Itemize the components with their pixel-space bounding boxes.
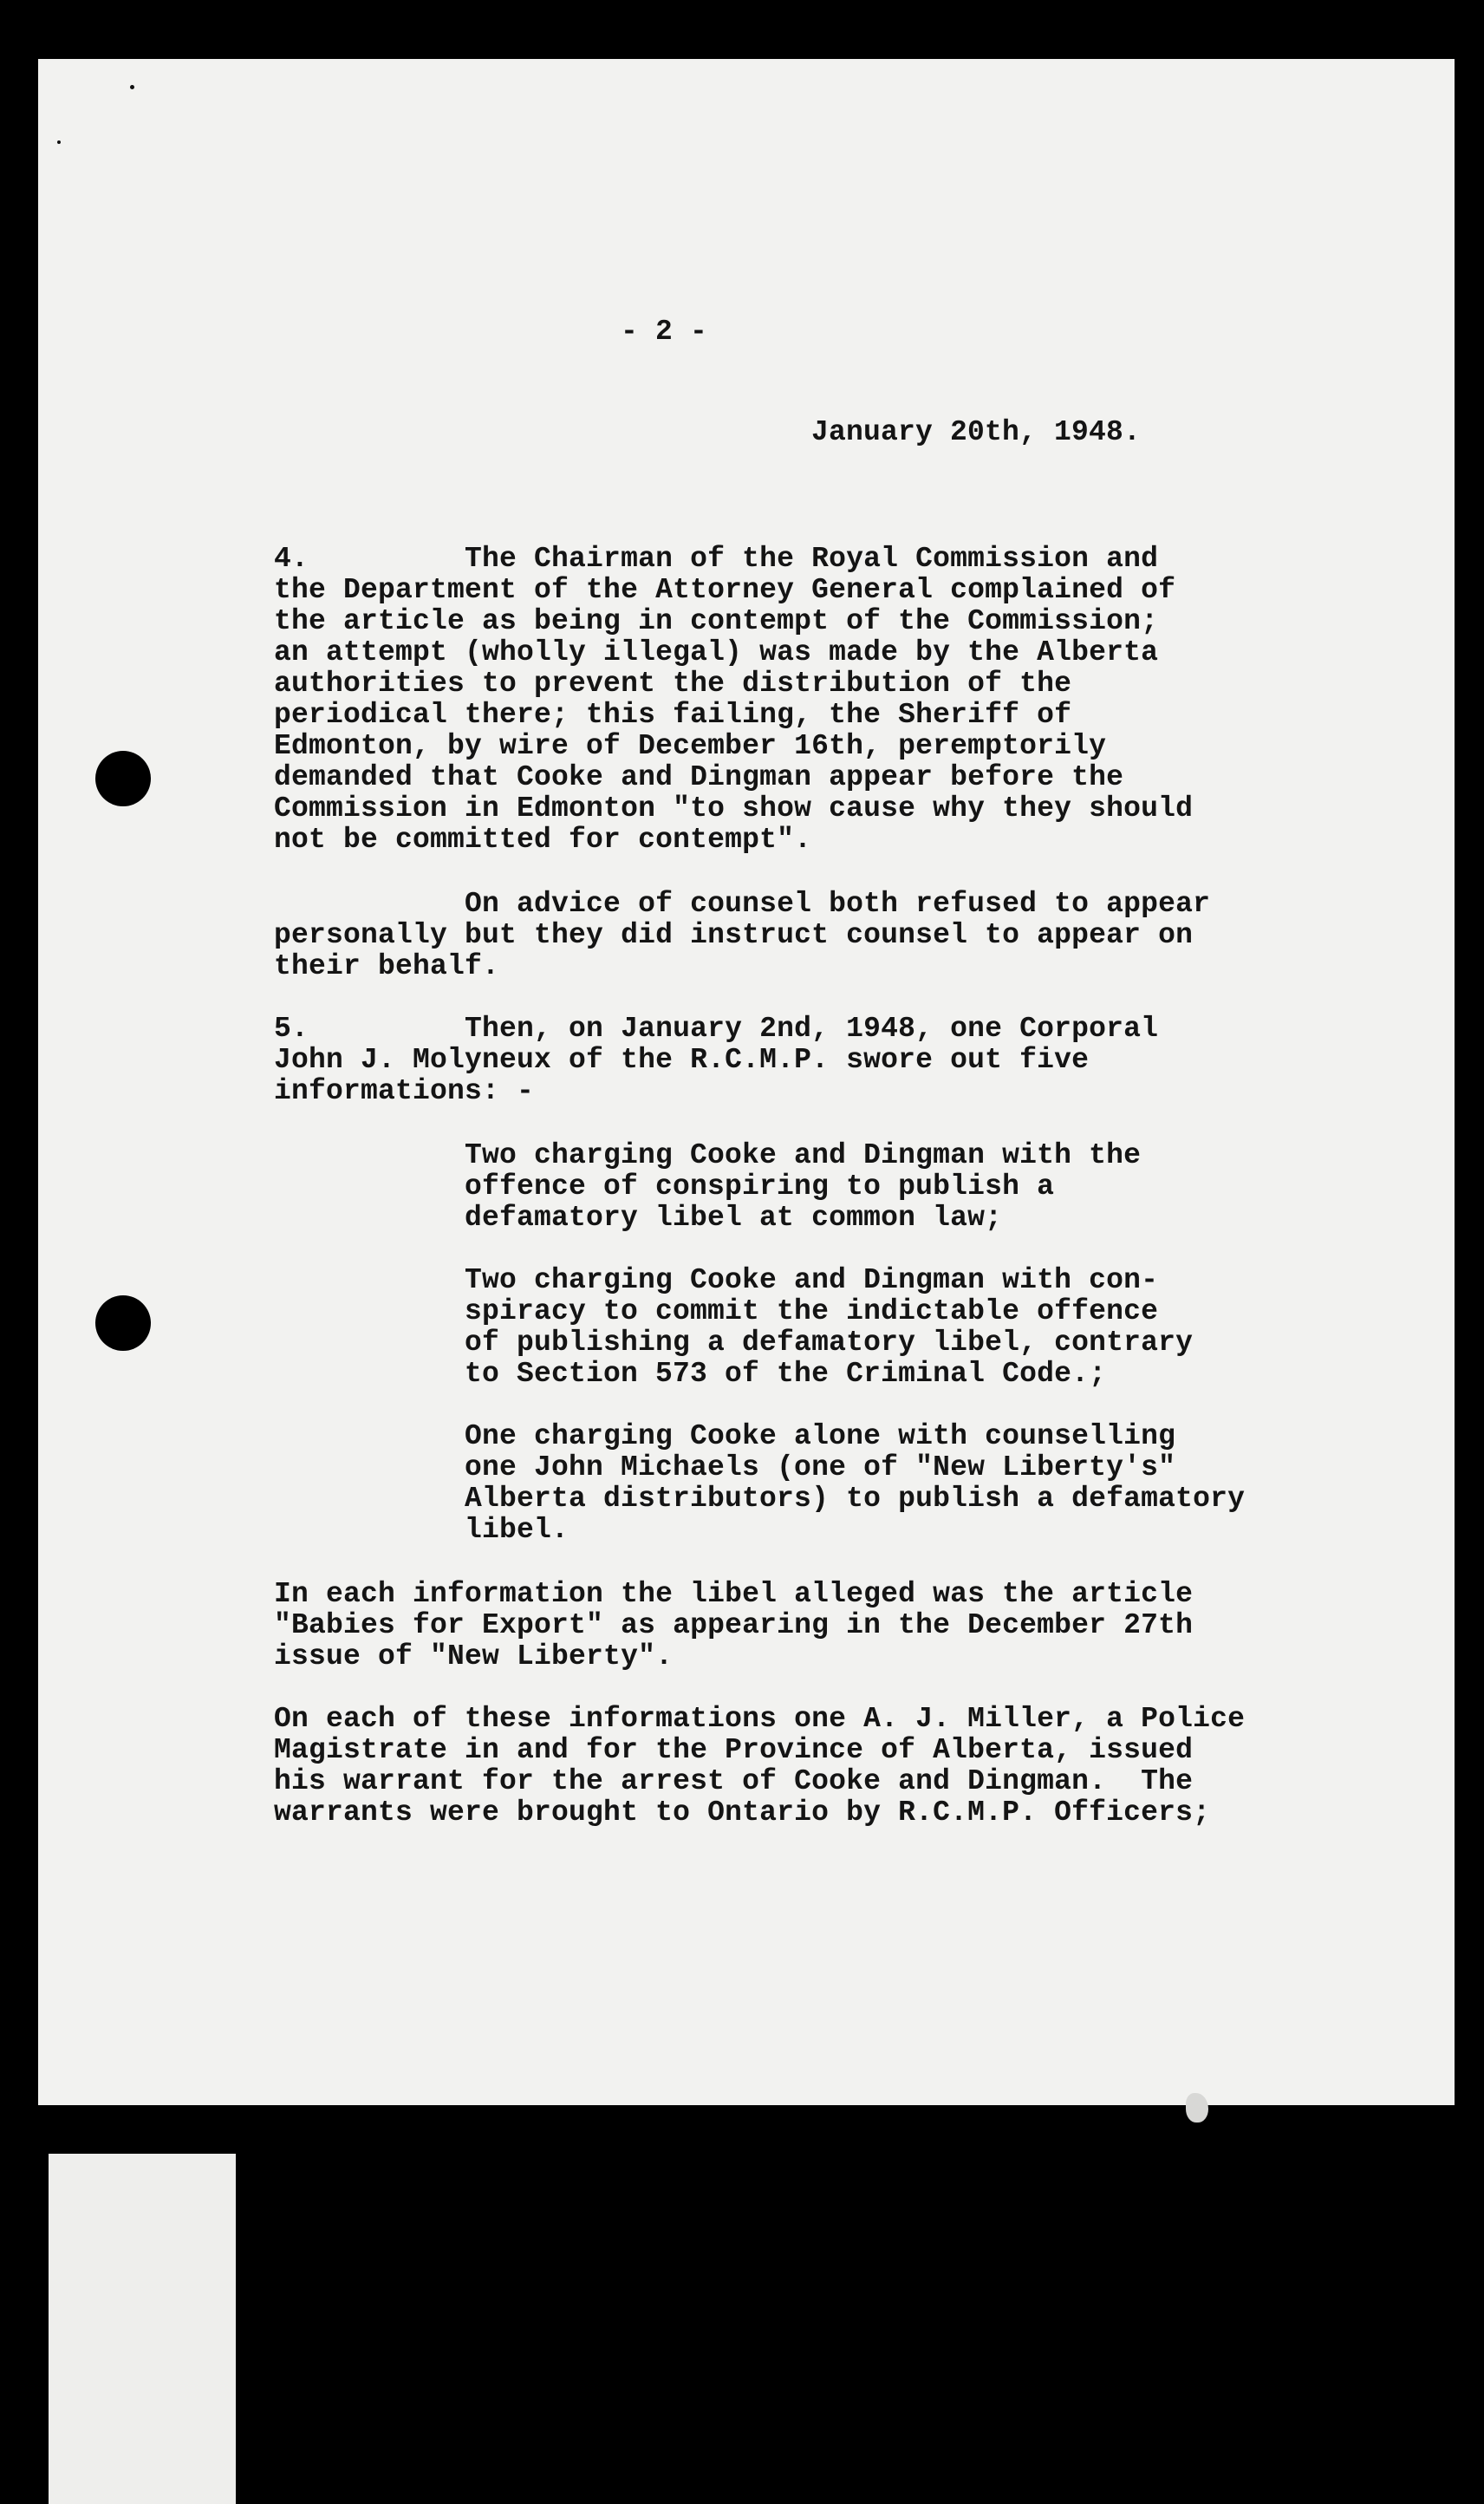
page-number: - 2 - bbox=[621, 316, 708, 348]
paragraph-4: 4. The Chairman of the Royal Commission and the Department of the Attorney General complained of the article as being in contempt of the Commission; an attempt (wholly illegal) was made by the Alberta authorities to prevent the distribution of the periodical there; this failing, the Sheriff of Edmonton, by wire of December 16th, peremptorily demanded that Cooke and Dingman appear before the Commission in Edmonton "to show cause why they should not be committed for contempt". bbox=[274, 543, 1194, 856]
paragraph-4-continued: On advice of counsel both refused to appear personally but they did instruct counsel to appear on their behalf. bbox=[274, 888, 1211, 982]
ink-speck bbox=[130, 85, 134, 89]
punch-hole-top bbox=[95, 751, 151, 806]
punch-hole-bottom bbox=[95, 1295, 151, 1351]
ink-speck bbox=[57, 140, 61, 144]
charge-1: Two charging Cooke and Dingman with the offence of conspiring to publish a defamatory libel at common law; bbox=[465, 1139, 1142, 1234]
paragraph-5: 5. Then, on January 2nd, 1948, one Corporal John J. Molyneux of the R.C.M.P. swore out five informations: - bbox=[274, 1013, 1159, 1107]
margin-smudge bbox=[1186, 2093, 1208, 2123]
paragraph-warrants: On each of these informations one A. J. Miller, a Police Magistrate in and for the Province of Alberta, issued his warrant for the arrest of Cooke and Dingman. The warrants were brought to Ontario by R.C.M.P. Officers; bbox=[274, 1703, 1246, 1829]
letter-date: January 20th, 1948. bbox=[811, 416, 1142, 448]
paragraph-libel-alleged: In each information the libel alleged was the article "Babies for Export" as appearing in the December 27th issue of "New Liberty". bbox=[274, 1578, 1194, 1673]
charge-3: One charging Cooke alone with counselling one John Michaels (one of "New Liberty's" Alberta distributors) to publish a defamatory libel. bbox=[465, 1420, 1246, 1546]
charge-2: Two charging Cooke and Dingman with con- spiracy to commit the indictable offence of publishing a defamatory libel, contrary to Section 573 of the Criminal Code.; bbox=[465, 1264, 1194, 1390]
film-leader-tab bbox=[49, 2154, 236, 2504]
